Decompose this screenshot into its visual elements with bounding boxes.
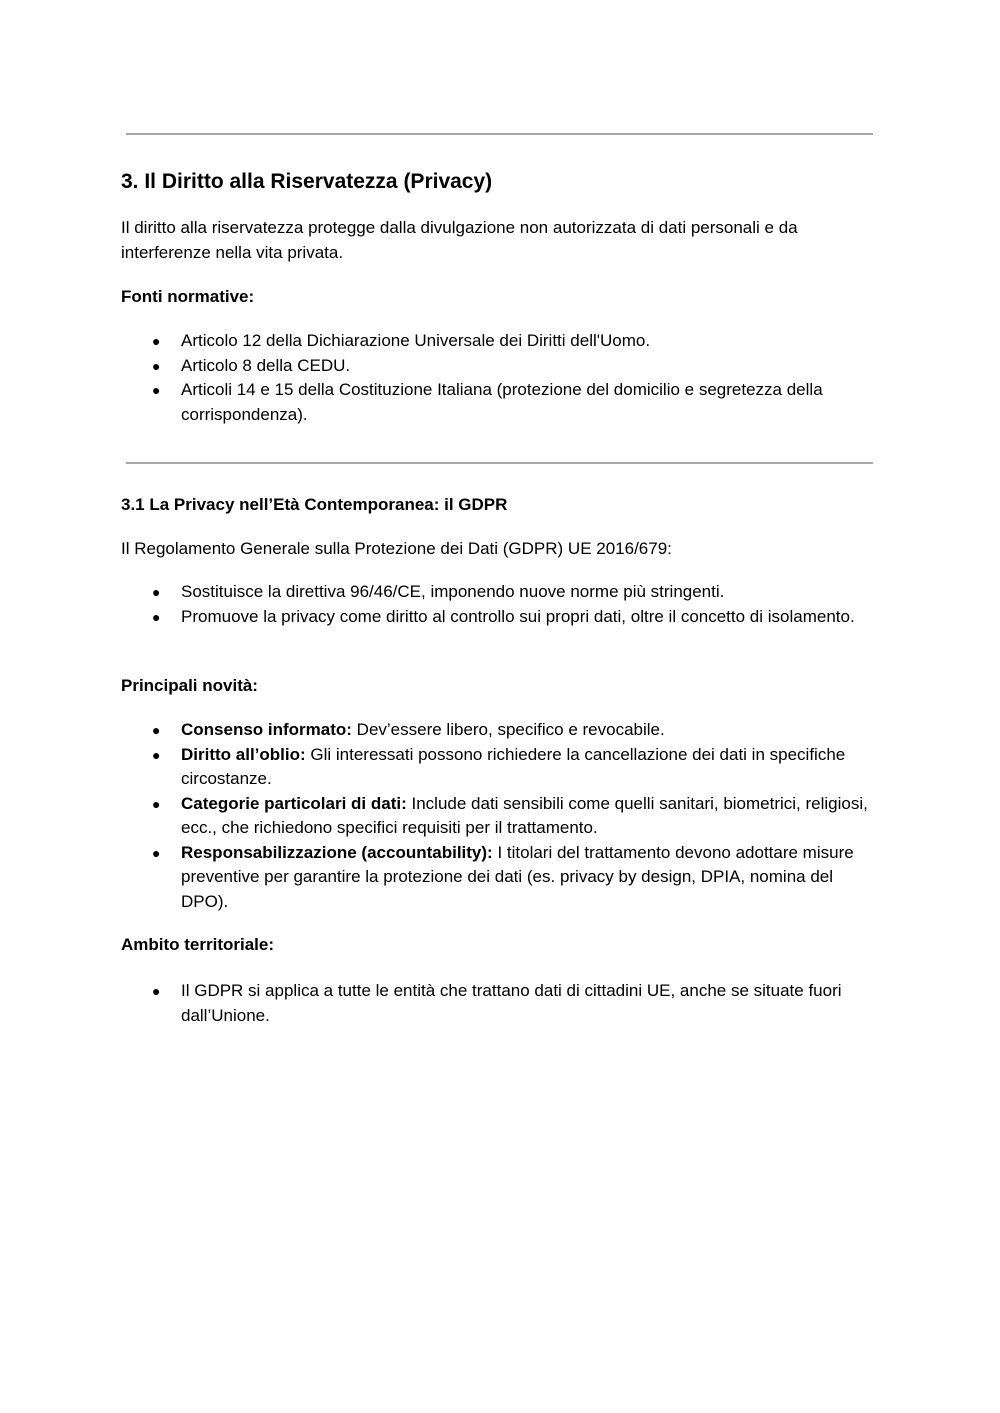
list-item-term: Responsabilizzazione (accountability): (181, 842, 493, 862)
bullet-icon: ● (152, 746, 161, 763)
list-item (0, 354, 881, 379)
section-intro: Il diritto alla riservatezza protegge dalla divulgazione non autorizzata di dati personali e da interferenze nella vita privata. (121, 218, 798, 262)
subsection-title: 3.1 La Privacy nell’Età Contemporanea: il GDPR (121, 495, 508, 514)
bullet-icon: ● (152, 795, 161, 812)
bullet-icon: ● (152, 608, 161, 625)
fonti-list (0, 329, 1000, 427)
horizontal-rule (126, 133, 873, 135)
novita-label: Principali novità: (121, 676, 258, 695)
bullet-icon: ● (152, 333, 161, 349)
list-item-text: I titolari del trattamento devono adottare misure preventive per garantire la protezione dei dati (es. privacy by design, DPIA, nomina del DPO). (181, 842, 854, 911)
list-item-text: Promuove la privacy come diritto al controllo sui propri dati, oltre il concetto di isolamento. (181, 606, 855, 626)
bullet-icon: ● (152, 983, 161, 999)
bullet-icon: ● (152, 357, 161, 374)
bullet-icon: ● (152, 722, 161, 738)
gdpr-points-list (0, 580, 1000, 629)
novita-list (0, 718, 1000, 914)
list-item-text: Include dati sensibili come quelli sanitari, biometrici, religiosi, ecc., che richiedono specifici requisiti per il trattamento. (181, 793, 868, 837)
list-item-text: Articolo 8 della CEDU. (181, 355, 351, 375)
list-item-text: Gli interessati possono richiedere la cancellazione dei dati in specifiche circostanze. (181, 744, 846, 788)
list-item-term: Consenso informato: (181, 720, 352, 739)
list-item (0, 378, 881, 427)
list-item-text: Articoli 14 e 15 della Costituzione Italiana (protezione del domicilio e segretezza della corrispondenza). (181, 380, 823, 424)
list-item (0, 580, 881, 605)
list-item (0, 841, 881, 915)
list-item-text: Articolo 12 della Dichiarazione Universale dei Diritti dell'Uomo. (181, 331, 651, 350)
list-item (0, 979, 881, 1028)
fonti-label: Fonti normative: (121, 287, 255, 306)
list-item-text: Il GDPR si applica a tutte le entità che trattano dati di cittadini UE, anche se situate fuori dall’Unione. (181, 981, 842, 1025)
list-item-text: Dev’essere libero, specifico e revocabile. (351, 720, 665, 739)
list-item (0, 743, 881, 792)
list-item-term: Categorie particolari di dati: (181, 793, 407, 813)
horizontal-rule (126, 462, 873, 464)
list-item (0, 718, 881, 743)
bullet-icon: ● (152, 584, 161, 600)
list-item (0, 329, 881, 354)
list-item (0, 605, 881, 630)
ambito-list (0, 979, 1000, 1028)
list-item-text: Sostituisce la direttiva 96/46/CE, imponendo nuove norme più stringenti. (181, 582, 725, 601)
subsection-intro: Il Regolamento Generale sulla Protezione dei Dati (GDPR) UE 2016/679: (121, 539, 672, 558)
ambito-label: Ambito territoriale: (121, 935, 275, 954)
bullet-icon: ● (152, 844, 161, 861)
section-title: 3. Il Diritto alla Riservatezza (Privacy) (121, 170, 493, 193)
list-item-term: Diritto all’oblio: (181, 744, 306, 764)
bullet-icon: ● (152, 382, 161, 398)
list-item (0, 792, 881, 841)
